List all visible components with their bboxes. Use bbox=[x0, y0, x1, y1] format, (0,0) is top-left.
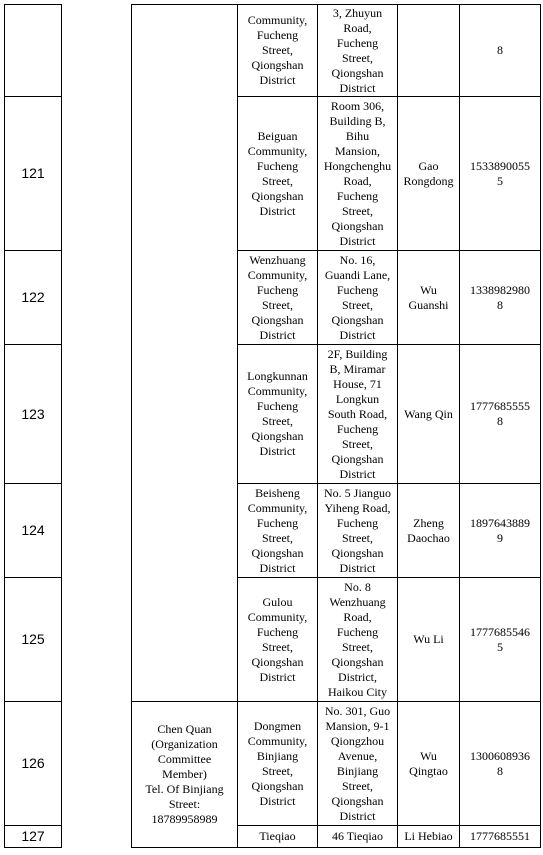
address-cell: Room 306, Building B, Bihu Mansion, Hongchenghu Road, Fucheng Street, Qiongshan District bbox=[318, 97, 398, 251]
street-contact-cell: Chen Quan (Organization Committee Member) Tel. Of Binjiang Street: 18789958989 bbox=[132, 702, 238, 848]
address-cell: 2F, Building B, Miramar House, 71 Longkun South Road, Fucheng Street, Qiongshan District bbox=[318, 345, 398, 484]
community-cell: Wenzhuang Community, Fucheng Street, Qiongshan District bbox=[238, 251, 318, 345]
contact-cell: Li Hebiao bbox=[398, 826, 460, 848]
phone-cell: 1533890055 5 bbox=[460, 97, 541, 251]
street-contact-cell-empty bbox=[132, 5, 238, 702]
community-cell: Tieqiao bbox=[238, 826, 318, 848]
address-cell: No. 16, Guandi Lane, Fucheng Street, Qiongshan District bbox=[318, 251, 398, 345]
community-contact-table bbox=[4, 4, 541, 848]
community-cell: Dongmen Community, Binjiang Street, Qiongshan District bbox=[238, 702, 318, 826]
row-number: 125 bbox=[5, 578, 62, 702]
community-cell: Beiguan Community, Fucheng Street, Qiongshan District bbox=[238, 97, 318, 251]
district-cell bbox=[62, 5, 132, 848]
phone-cell: 1777685551 bbox=[460, 826, 541, 848]
contact-cell: Wu Li bbox=[398, 578, 460, 702]
phone-cell: 1300608936 8 bbox=[460, 702, 541, 826]
community-cell: Beisheng Community, Fucheng Street, Qiongshan District bbox=[238, 484, 318, 578]
community-cell: Community, Fucheng Street, Qiongshan District bbox=[238, 5, 318, 97]
phone-cell: 8 bbox=[460, 5, 541, 97]
contact-cell: Wu Qingtao bbox=[398, 702, 460, 826]
contact-cell: Wu Guanshi bbox=[398, 251, 460, 345]
phone-cell: 1897643889 9 bbox=[460, 484, 541, 578]
table-row bbox=[5, 5, 541, 97]
contact-cell: Gao Rongdong bbox=[398, 97, 460, 251]
address-cell: No. 5 Jianguo Yiheng Road, Fucheng Street, Qiongshan District bbox=[318, 484, 398, 578]
row-number: 126 bbox=[5, 702, 62, 826]
row-number: 122 bbox=[5, 251, 62, 345]
address-cell: 3, Zhuyun Road, Fucheng Street, Qiongshan District bbox=[318, 5, 398, 97]
address-cell: No. 301, Guo Mansion, 9-1 Qiongzhou Avenue, Binjiang Street, Qiongshan District bbox=[318, 702, 398, 826]
contact-cell: Zheng Daochao bbox=[398, 484, 460, 578]
row-number: 127 bbox=[5, 826, 62, 848]
phone-cell: 1338982980 8 bbox=[460, 251, 541, 345]
contact-cell bbox=[398, 5, 460, 97]
community-cell: Gulou Community, Fucheng Street, Qiongshan District bbox=[238, 578, 318, 702]
row-number bbox=[5, 5, 62, 97]
phone-cell: 1777685555 8 bbox=[460, 345, 541, 484]
phone-cell: 1777685546 5 bbox=[460, 578, 541, 702]
row-number: 121 bbox=[5, 97, 62, 251]
row-number: 124 bbox=[5, 484, 62, 578]
address-cell: 46 Tieqiao bbox=[318, 826, 398, 848]
contact-cell: Wang Qin bbox=[398, 345, 460, 484]
community-cell: Longkunnan Community, Fucheng Street, Qiongshan District bbox=[238, 345, 318, 484]
address-cell: No. 8 Wenzhuang Road, Fucheng Street, Qiongshan District, Haikou City bbox=[318, 578, 398, 702]
row-number: 123 bbox=[5, 345, 62, 484]
